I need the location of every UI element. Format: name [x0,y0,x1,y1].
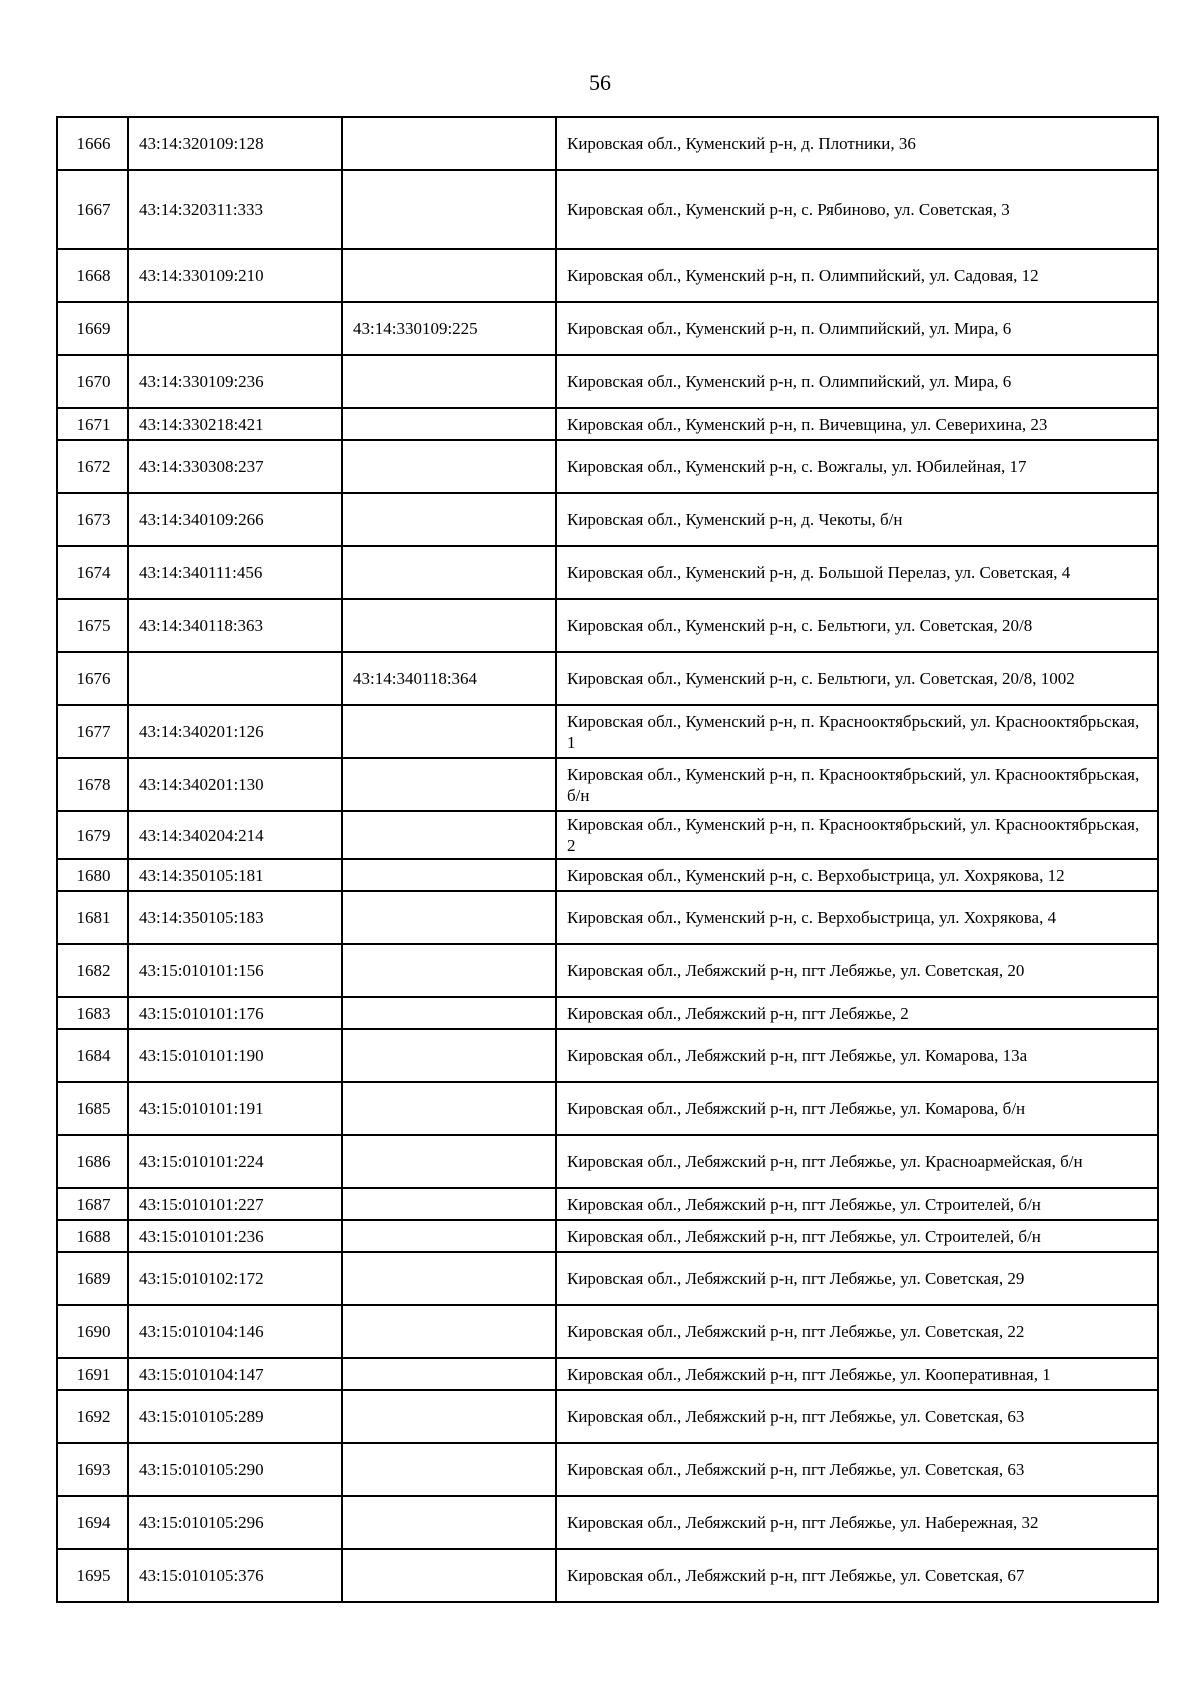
cadastral-number-cell: 43:15:010105:296 [128,1496,342,1549]
address-cell: Кировская обл., Лебяжский р-н, пгт Лебяжье, ул. Кооперативная, 1 [556,1358,1158,1390]
cadastral-number-cell: 43:15:010105:376 [128,1549,342,1602]
secondary-cadastral-number-cell: 43:14:340118:364 [342,652,556,705]
secondary-cadastral-number-cell [342,705,556,758]
address-cell: Кировская обл., Куменский р-н, п. Олимпийский, ул. Мира, 6 [556,302,1158,355]
address-cell: Кировская обл., Куменский р-н, п. Краснооктябрьский, ул. Краснооктябрьская, 1 [556,705,1158,758]
secondary-cadastral-number-cell [342,1443,556,1496]
row-number-cell: 1689 [57,1252,128,1305]
table-row [57,1188,1158,1220]
address-cell: Кировская обл., Куменский р-н, с. Рябиново, ул. Советская, 3 [556,170,1158,249]
row-number-cell: 1672 [57,440,128,493]
table-row [57,652,1158,705]
address-cell: Кировская обл., Куменский р-н, п. Краснооктябрьский, ул. Краснооктябрьская, 2 [556,811,1158,859]
table-row [57,117,1158,170]
table-row [57,811,1158,859]
row-number-cell: 1692 [57,1390,128,1443]
secondary-cadastral-number-cell [342,1082,556,1135]
address-cell: Кировская обл., Лебяжский р-н, пгт Лебяжье, ул. Набережная, 32 [556,1496,1158,1549]
table-row [57,170,1158,249]
cadastral-number-cell: 43:14:340204:214 [128,811,342,859]
cadastral-number-cell: 43:15:010101:176 [128,997,342,1029]
cadastral-number-cell: 43:14:320109:128 [128,117,342,170]
table-row [57,546,1158,599]
row-number-cell: 1676 [57,652,128,705]
registry-table-body [57,117,1158,1602]
cadastral-number-cell: 43:14:320311:333 [128,170,342,249]
cadastral-number-cell: 43:14:340201:126 [128,705,342,758]
cadastral-number-cell: 43:15:010104:147 [128,1358,342,1390]
row-number-cell: 1679 [57,811,128,859]
registry-table [56,116,1159,1603]
row-number-cell: 1680 [57,859,128,891]
table-row [57,302,1158,355]
table-row [57,249,1158,302]
secondary-cadastral-number-cell [342,1496,556,1549]
row-number-cell: 1671 [57,408,128,440]
secondary-cadastral-number-cell: 43:14:330109:225 [342,302,556,355]
address-cell: Кировская обл., Куменский р-н, п. Олимпийский, ул. Садовая, 12 [556,249,1158,302]
address-cell: Кировская обл., Лебяжский р-н, пгт Лебяжье, ул. Строителей, б/н [556,1188,1158,1220]
address-cell: Кировская обл., Лебяжский р-н, пгт Лебяжье, ул. Комарова, 13а [556,1029,1158,1082]
table-row [57,1496,1158,1549]
table-row [57,705,1158,758]
row-number-cell: 1694 [57,1496,128,1549]
table-row [57,1082,1158,1135]
row-number-cell: 1675 [57,599,128,652]
cadastral-number-cell: 43:15:010105:289 [128,1390,342,1443]
table-row [57,599,1158,652]
cadastral-number-cell: 43:14:340109:266 [128,493,342,546]
table-row [57,1029,1158,1082]
cadastral-number-cell: 43:14:330308:237 [128,440,342,493]
row-number-cell: 1686 [57,1135,128,1188]
address-cell: Кировская обл., Куменский р-н, с. Вожгалы, ул. Юбилейная, 17 [556,440,1158,493]
row-number-cell: 1677 [57,705,128,758]
row-number-cell: 1688 [57,1220,128,1252]
secondary-cadastral-number-cell [342,249,556,302]
address-cell: Кировская обл., Лебяжский р-н, пгт Лебяжье, ул. Красноармейская, б/н [556,1135,1158,1188]
row-number-cell: 1666 [57,117,128,170]
table-row [57,1220,1158,1252]
cadastral-number-cell: 43:15:010101:156 [128,944,342,997]
row-number-cell: 1670 [57,355,128,408]
table-row [57,1358,1158,1390]
cadastral-number-cell: 43:14:330109:210 [128,249,342,302]
row-number-cell: 1687 [57,1188,128,1220]
secondary-cadastral-number-cell [342,859,556,891]
cadastral-number-cell: 43:15:010102:172 [128,1252,342,1305]
secondary-cadastral-number-cell [342,599,556,652]
cadastral-number-cell [128,652,342,705]
address-cell: Кировская обл., Куменский р-н, д. Плотники, 36 [556,117,1158,170]
secondary-cadastral-number-cell [342,944,556,997]
table-row [57,1549,1158,1602]
secondary-cadastral-number-cell [342,1220,556,1252]
secondary-cadastral-number-cell [342,117,556,170]
table-row [57,859,1158,891]
secondary-cadastral-number-cell [342,170,556,249]
address-cell: Кировская обл., Лебяжский р-н, пгт Лебяжье, ул. Советская, 63 [556,1390,1158,1443]
row-number-cell: 1691 [57,1358,128,1390]
cadastral-number-cell: 43:14:340111:456 [128,546,342,599]
secondary-cadastral-number-cell [342,1252,556,1305]
page-number: 56 [589,70,611,95]
row-number-cell: 1682 [57,944,128,997]
row-number-cell: 1668 [57,249,128,302]
cadastral-number-cell: 43:15:010105:290 [128,1443,342,1496]
address-cell: Кировская обл., Куменский р-н, с. Бельтюги, ул. Советская, 20/8 [556,599,1158,652]
secondary-cadastral-number-cell [342,1390,556,1443]
address-cell: Кировская обл., Лебяжский р-н, пгт Лебяжье, ул. Советская, 67 [556,1549,1158,1602]
secondary-cadastral-number-cell [342,1188,556,1220]
table-row [57,1252,1158,1305]
cadastral-number-cell: 43:15:010101:224 [128,1135,342,1188]
secondary-cadastral-number-cell [342,493,556,546]
address-cell: Кировская обл., Лебяжский р-н, пгт Лебяжье, ул. Строителей, б/н [556,1220,1158,1252]
table-row [57,440,1158,493]
address-cell: Кировская обл., Лебяжский р-н, пгт Лебяжье, ул. Советская, 20 [556,944,1158,997]
secondary-cadastral-number-cell [342,811,556,859]
address-cell: Кировская обл., Куменский р-н, д. Большой Перелаз, ул. Советская, 4 [556,546,1158,599]
address-cell: Кировская обл., Лебяжский р-н, пгт Лебяжье, ул. Советская, 29 [556,1252,1158,1305]
cadastral-number-cell: 43:14:340201:130 [128,758,342,811]
table-row [57,944,1158,997]
row-number-cell: 1681 [57,891,128,944]
address-cell: Кировская обл., Лебяжский р-н, пгт Лебяжье, ул. Советская, 63 [556,1443,1158,1496]
secondary-cadastral-number-cell [342,1549,556,1602]
row-number-cell: 1669 [57,302,128,355]
row-number-cell: 1684 [57,1029,128,1082]
table-row [57,493,1158,546]
cadastral-number-cell: 43:15:010104:146 [128,1305,342,1358]
cadastral-number-cell: 43:14:330109:236 [128,355,342,408]
row-number-cell: 1674 [57,546,128,599]
table-row [57,1305,1158,1358]
table-row [57,408,1158,440]
address-cell: Кировская обл., Куменский р-н, с. Бельтюги, ул. Советская, 20/8, 1002 [556,652,1158,705]
table-row [57,355,1158,408]
row-number-cell: 1683 [57,997,128,1029]
cadastral-number-cell: 43:14:350105:181 [128,859,342,891]
address-cell: Кировская обл., Куменский р-н, п. Вичевщина, ул. Северихина, 23 [556,408,1158,440]
address-cell: Кировская обл., Куменский р-н, с. Верхобыстрица, ул. Хохрякова, 4 [556,891,1158,944]
cadastral-number-cell: 43:14:350105:183 [128,891,342,944]
secondary-cadastral-number-cell [342,1029,556,1082]
secondary-cadastral-number-cell [342,408,556,440]
secondary-cadastral-number-cell [342,1358,556,1390]
table-row [57,1390,1158,1443]
address-cell: Кировская обл., Куменский р-н, п. Краснооктябрьский, ул. Краснооктябрьская, б/н [556,758,1158,811]
table-row [57,1443,1158,1496]
table-row [57,891,1158,944]
table-row [57,997,1158,1029]
secondary-cadastral-number-cell [342,1135,556,1188]
cadastral-number-cell: 43:15:010101:227 [128,1188,342,1220]
secondary-cadastral-number-cell [342,758,556,811]
address-cell: Кировская обл., Куменский р-н, с. Верхобыстрица, ул. Хохрякова, 12 [556,859,1158,891]
address-cell: Кировская обл., Куменский р-н, п. Олимпийский, ул. Мира, 6 [556,355,1158,408]
table-row [57,1135,1158,1188]
secondary-cadastral-number-cell [342,1305,556,1358]
cadastral-number-cell: 43:14:330218:421 [128,408,342,440]
row-number-cell: 1673 [57,493,128,546]
secondary-cadastral-number-cell [342,355,556,408]
secondary-cadastral-number-cell [342,997,556,1029]
cadastral-number-cell: 43:15:010101:190 [128,1029,342,1082]
row-number-cell: 1695 [57,1549,128,1602]
row-number-cell: 1685 [57,1082,128,1135]
address-cell: Кировская обл., Лебяжский р-н, пгт Лебяжье, ул. Советская, 22 [556,1305,1158,1358]
cadastral-number-cell [128,302,342,355]
table-row [57,758,1158,811]
address-cell: Кировская обл., Лебяжский р-н, пгт Лебяжье, ул. Комарова, б/н [556,1082,1158,1135]
cadastral-number-cell: 43:15:010101:236 [128,1220,342,1252]
cadastral-number-cell: 43:15:010101:191 [128,1082,342,1135]
cadastral-number-cell: 43:14:340118:363 [128,599,342,652]
row-number-cell: 1690 [57,1305,128,1358]
address-cell: Кировская обл., Лебяжский р-н, пгт Лебяжье, 2 [556,997,1158,1029]
secondary-cadastral-number-cell [342,440,556,493]
row-number-cell: 1693 [57,1443,128,1496]
row-number-cell: 1667 [57,170,128,249]
secondary-cadastral-number-cell [342,891,556,944]
row-number-cell: 1678 [57,758,128,811]
secondary-cadastral-number-cell [342,546,556,599]
address-cell: Кировская обл., Куменский р-н, д. Чекоты, б/н [556,493,1158,546]
